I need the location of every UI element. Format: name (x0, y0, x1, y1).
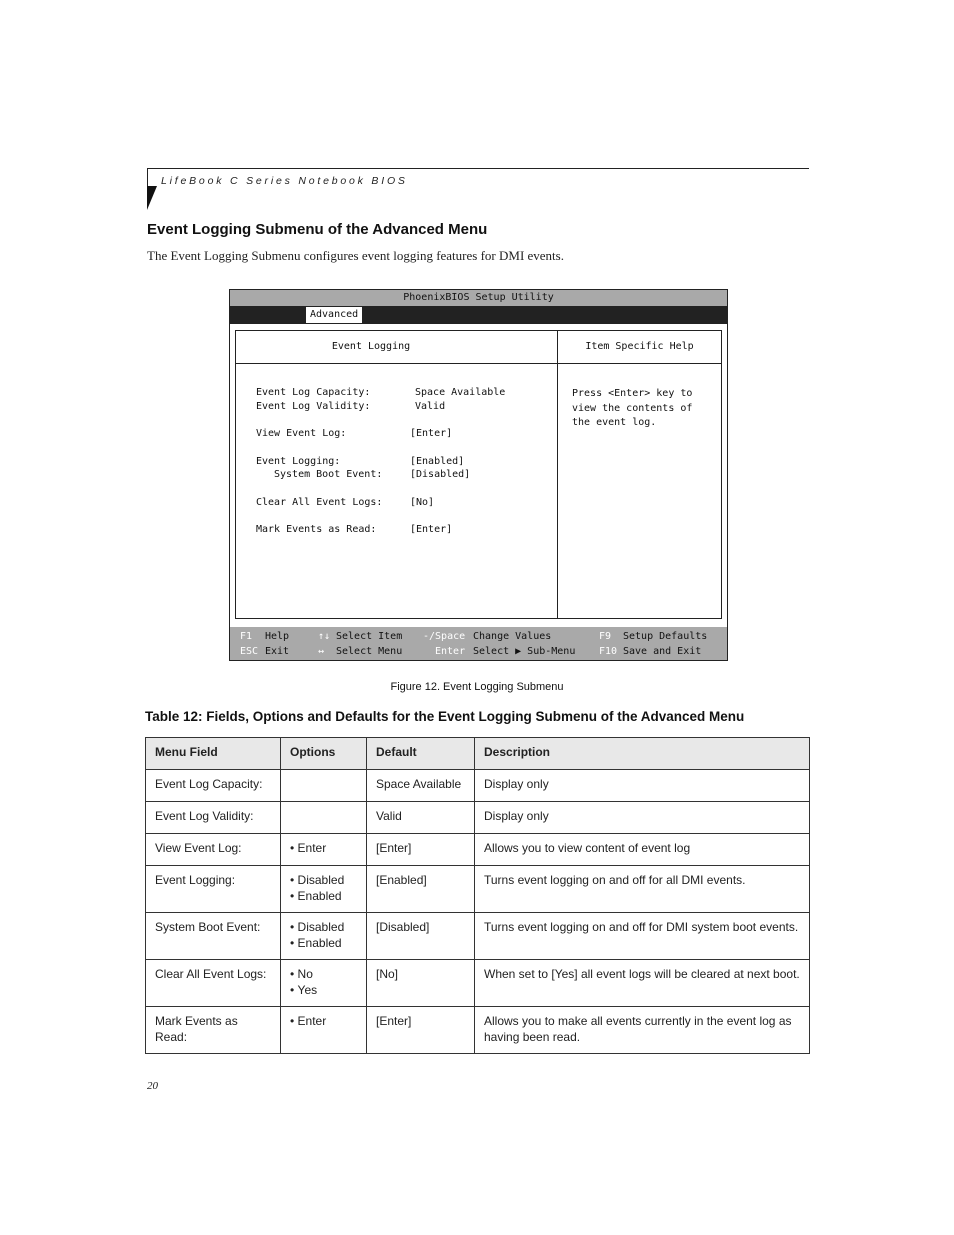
field-value-event-log-validity: Valid (415, 401, 446, 412)
option-item: • Enabled (290, 936, 357, 952)
table-row (146, 770, 810, 802)
field-label-event-log-capacity: Event Log Capacity: (256, 387, 371, 398)
key-f10-label: Save and Exit (623, 646, 702, 657)
table-row (146, 802, 810, 834)
cell-options (281, 770, 367, 802)
cell-description: Turns event logging on and off for all DMI events. (475, 866, 810, 913)
key-up-down-label: Select Item (336, 631, 403, 642)
table-row (146, 866, 810, 913)
header-menu-field: Menu Field (146, 738, 281, 770)
option-item: • No (290, 967, 357, 983)
cell-options (281, 834, 367, 866)
cell-default: [No] (367, 960, 475, 1007)
field-value-event-logging[interactable]: [Enabled] (410, 456, 465, 467)
key-f1: F1 (240, 631, 253, 642)
key-left-right-label: Select Menu (336, 646, 403, 657)
cell-description: Turns event logging on and off for DMI system boot events. (475, 913, 810, 960)
cell-description: When set to [Yes] all event logs will be cleared at next boot. (475, 960, 810, 1007)
cell-default: Space Available (367, 770, 475, 802)
cell-description: Allows you to make all events currently in the event log as having been read. (475, 1007, 810, 1054)
field-value-mark-events-as-read[interactable]: [Enter] (410, 524, 453, 535)
cell-default: [Disabled] (367, 913, 475, 960)
table-row (146, 834, 810, 866)
cell-options (281, 913, 367, 960)
header-default: Default (367, 738, 475, 770)
field-value-view-event-log[interactable]: [Enter] (410, 428, 453, 439)
option-item: • Enabled (290, 889, 357, 905)
help-title: Item Specific Help (585, 341, 694, 352)
header-description: Description (475, 738, 810, 770)
key-minus-space: -/Space (423, 631, 466, 642)
option-item: • Disabled (290, 873, 357, 889)
bios-title-bar: PhoenixBIOS Setup Utility (230, 290, 727, 306)
key-enter: Enter (435, 646, 466, 657)
key-f9: F9 (599, 631, 612, 642)
options-list (290, 1014, 357, 1030)
key-f9-label: Setup Defaults (623, 631, 708, 642)
cell-menu-field: View Event Log: (146, 834, 281, 866)
cell-default: Valid (367, 802, 475, 834)
table-row (146, 1007, 810, 1054)
intro-paragraph: The Event Logging Submenu configures event logging features for DMI events. (147, 248, 564, 263)
key-esc: ESC (240, 646, 259, 657)
field-value-event-log-capacity: Space Available (415, 387, 506, 398)
cell-menu-field: Event Logging: (146, 866, 281, 913)
section-title: Event Logging Submenu of the Advanced Menu (147, 221, 488, 238)
table-header-row (146, 738, 810, 770)
key-f10: F10 (599, 646, 618, 657)
bios-panel (235, 330, 722, 619)
cell-description: Display only (475, 770, 810, 802)
fields-table (145, 737, 810, 1054)
page-number: 20 (147, 1080, 158, 1092)
option-item: • Disabled (290, 920, 357, 936)
cell-menu-field: Event Log Capacity: (146, 770, 281, 802)
field-label-clear-all-event-logs: Clear All Event Logs: (256, 497, 383, 508)
bios-footer (230, 627, 727, 660)
figure-caption: Figure 12. Event Logging Submenu (390, 681, 564, 693)
option-item: • Enter (290, 841, 357, 857)
options-list (290, 920, 357, 951)
cell-menu-field: Mark Events as Read: (146, 1007, 281, 1054)
help-text: Press <Enter> key to view the contents of the event log. (572, 388, 693, 428)
header-options: Options (281, 738, 367, 770)
cell-default: [Enter] (367, 834, 475, 866)
table-row (146, 913, 810, 960)
field-label-mark-events-as-read: Mark Events as Read: (256, 524, 377, 535)
key-minus-space-label: Change Values (473, 631, 552, 642)
bios-screenshot (229, 289, 728, 661)
option-item: • Enter (290, 1014, 357, 1030)
cell-options (281, 1007, 367, 1054)
option-item: • Yes (290, 983, 357, 999)
field-label-event-logging: Event Logging: (256, 456, 341, 467)
options-list (290, 967, 357, 998)
cell-default: [Enabled] (367, 866, 475, 913)
cell-options (281, 866, 367, 913)
running-head: LifeBook C Series Notebook BIOS (161, 175, 408, 187)
cell-options (281, 960, 367, 1007)
key-esc-label: Exit (265, 646, 290, 657)
key-left-right-arrows-icon: ↔ (318, 646, 325, 657)
key-enter-label: Select ▶ Sub-Menu (473, 646, 576, 657)
field-value-system-boot-event[interactable]: [Disabled] (410, 469, 471, 480)
cell-description: Display only (475, 802, 810, 834)
panel-divider-horizontal (236, 363, 721, 364)
header-wedge (147, 186, 157, 210)
bios-menu-bar (230, 306, 727, 324)
cell-description: Allows you to view content of event log (475, 834, 810, 866)
field-value-clear-all-event-logs[interactable]: [No] (410, 497, 435, 508)
key-f1-label: Help (265, 631, 290, 642)
field-label-view-event-log: View Event Log: (256, 428, 347, 439)
table-title: Table 12: Fields, Options and Defaults for the Event Logging Submenu of the Advanced Menu (145, 709, 745, 724)
panel-divider-vertical (557, 331, 558, 618)
cell-menu-field: Clear All Event Logs: (146, 960, 281, 1007)
cell-menu-field: Event Log Validity: (146, 802, 281, 834)
panel-title: Event Logging (331, 341, 411, 352)
options-list (290, 841, 357, 857)
cell-options (281, 802, 367, 834)
field-label-system-boot-event: System Boot Event: (274, 469, 383, 480)
key-up-down-arrows-icon: ↑↓ (318, 631, 331, 642)
field-label-event-log-validity: Event Log Validity: (256, 401, 371, 412)
header-rule (147, 168, 809, 169)
table-row (146, 960, 810, 1007)
options-list (290, 873, 357, 904)
cell-menu-field: System Boot Event: (146, 913, 281, 960)
bios-menu-advanced[interactable]: Advanced (306, 307, 362, 323)
cell-default: [Enter] (367, 1007, 475, 1054)
